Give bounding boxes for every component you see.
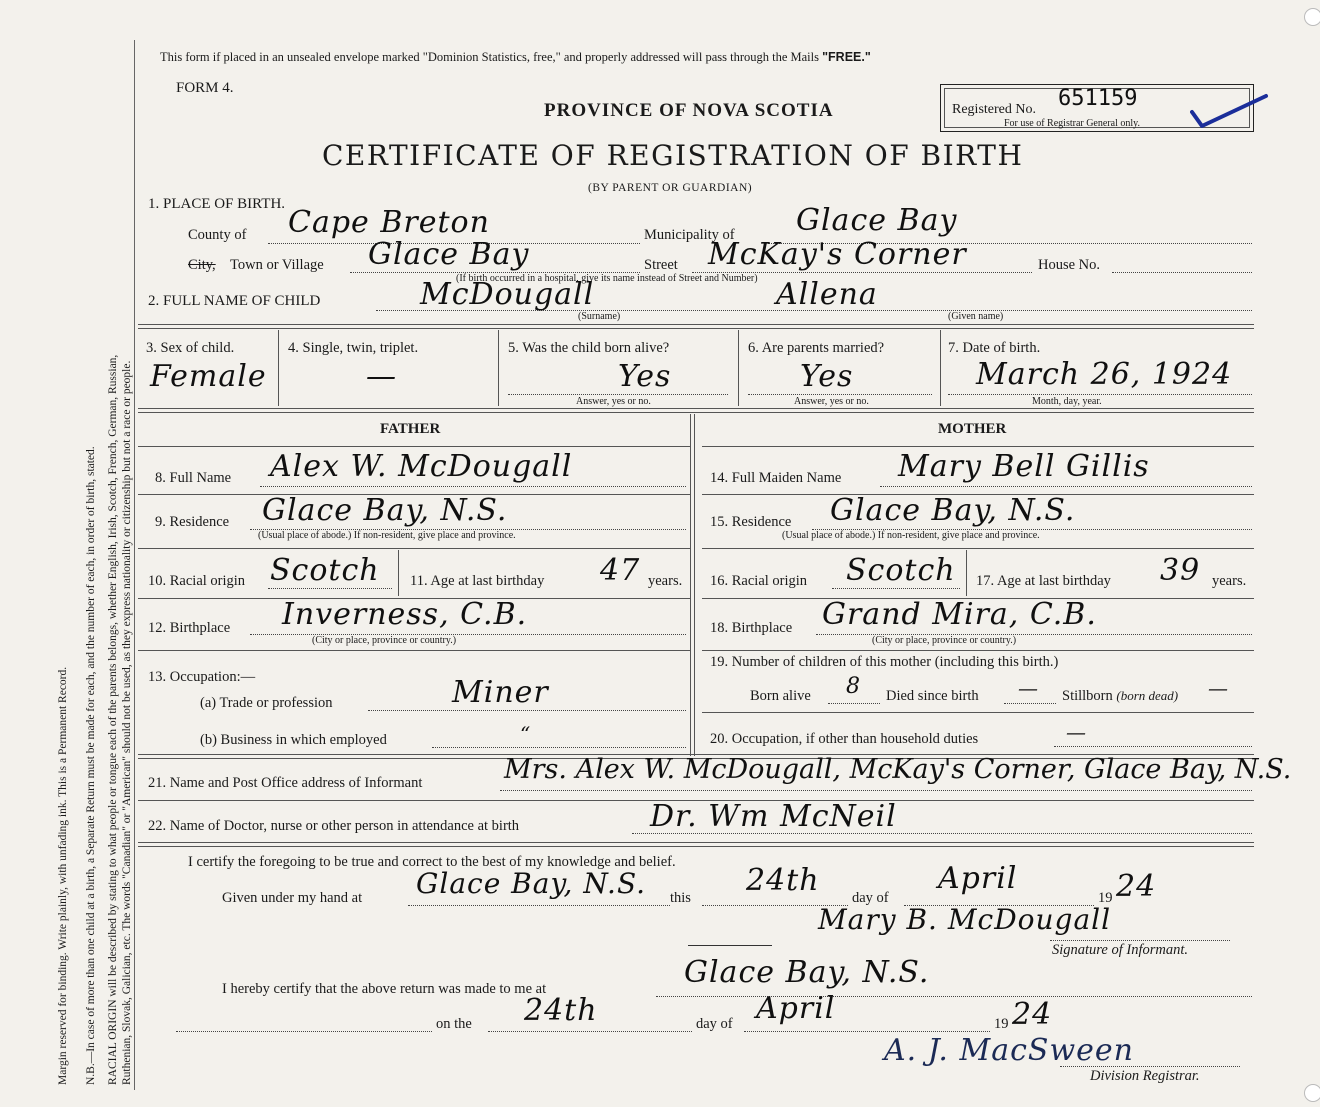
father-racial-line [268,588,392,589]
section-divider [138,324,1254,329]
yes-no-note: Answer, yes or no. [576,396,651,407]
informant-value: Mrs. Alex W. McDougall, McKay's Corner, Glace Bay, N.S. [504,754,1292,785]
alive-line [508,394,728,395]
father-heading: FATHER [380,421,441,437]
cell-divider [738,330,739,406]
town-value: Glace Bay [368,237,530,272]
mother-birthplace-label: 18. Birthplace [710,620,793,636]
margin-line-1: Margin reserved for binding. Write plainly, with unfading ink. This is a Permanent Record. [57,666,69,1085]
mother-name-value: Mary Bell Gillis [898,449,1150,484]
father-name-value: Alex W. McDougall [270,449,573,484]
died-line [1004,703,1056,704]
street-value: McKay's Corner [708,237,967,272]
registrar-place-line [656,996,1252,997]
mother-years-label: years. [1212,573,1247,589]
business-line [432,747,686,748]
registrar-use-note: For use of Registrar General only. [1004,118,1140,129]
cell-divider [940,330,941,406]
informant-signature: Mary B. McDougall [818,903,1112,936]
born-alive-label: 5. Was the child born alive? [508,340,670,356]
dob-line [948,394,1252,395]
died-since-birth-value: — [1018,676,1039,700]
registrar-year-prefix: 19 [994,1016,1009,1032]
given-day-value: 24th [746,863,820,898]
dob-note: Month, day, year. [1032,396,1102,407]
certificate-title: CERTIFICATE OF REGISTRATION OF BIRTH [322,139,1024,172]
informant-line [500,790,1252,791]
given-name-note: (Given name) [948,311,1004,322]
certify-statement: I certify the foregoing to be true and correct to the best of my knowledge and belief. [188,854,676,870]
mother-occupation-line [1054,746,1252,747]
margin-line-4: Ruthenian, Slovak, Galician, etc. The words "Canadian" or "American" should not be used, as they express nationality or citizenship but not a race or people. [121,360,133,1085]
date-of-birth-value: March 26, 1924 [976,357,1233,392]
parents-married-label: 6. Are parents married? [748,340,885,356]
this-label: this [670,890,691,906]
father-birthplace-label: 12. Birthplace [148,620,231,636]
street-label: Street [644,257,678,273]
surname-note: (Surname) [578,311,621,322]
margin-notes [106,355,120,1085]
trade-line [368,710,686,711]
given-place-line [408,905,670,906]
registered-label: Registered No. [952,102,1036,117]
born-alive-count: 8 [846,674,861,699]
cell-divider [966,550,967,596]
given-under-hand-label: Given under my hand at [222,890,363,906]
registrar-place-value: Glace Bay, N.S. [684,955,930,990]
mother-name-label: 14. Full Maiden Name [710,470,842,486]
trade-label: (a) Trade or profession [200,695,333,711]
father-name-label: 8. Full Name [155,470,232,486]
row-rule [702,712,1254,713]
mother-residence-value: Glace Bay, N.S. [830,493,1076,528]
registrar-day-of-label: day of [696,1016,733,1032]
row-rule [138,650,690,651]
died-since-birth-label: Died since birth [886,688,979,704]
binding-hole [1304,8,1320,26]
row-rule [138,446,690,447]
father-residence-value: Glace Bay, N.S. [262,493,508,528]
row-rule [702,548,1254,549]
born-alive-value: Yes [618,359,672,394]
section-divider [138,408,1254,413]
born-alive-count-label: Born alive [750,688,811,704]
registrar-statement: I hereby certify that the above return was made to me at [222,981,547,997]
day-of-label: day of [852,890,889,906]
binding-hole [1304,1084,1320,1102]
cell-divider [498,330,499,406]
margin-notes [120,361,134,1085]
yes-no-note: Answer, yes or no. [794,396,869,407]
margin-notes [56,667,70,1085]
registrar-year-value: 24 [1012,997,1053,1032]
province-heading: PROVINCE OF NOVA SCOTIA [544,100,834,121]
margin-rule [134,40,135,1090]
father-age-label: 11. Age at last birthday [410,573,545,589]
county-value: Cape Breton [288,205,490,240]
married-line [748,394,932,395]
doctor-label: 22. Name of Doctor, nurse or other person in attendance at birth [148,818,520,834]
mother-birthplace-note: (City or place, province or country.) [872,635,1017,646]
mother-racial-value: Scotch [846,553,956,588]
mother-occupation-label: 20. Occupation, if other than household duties [710,731,979,747]
section-divider [138,842,1254,847]
business-value: “ [520,722,532,746]
signature-line [1050,940,1230,941]
single-value: — [366,359,397,394]
father-name-line [260,486,686,487]
margin-line-3: RACIAL ORIGIN will be described by stating to what people or tongue each of the parents belongs, whether English, Irish, Scotch, French, German, Russian, [107,354,119,1085]
registrar-day-line [488,1031,692,1032]
on-the-label: on the [436,1016,472,1032]
margin-line-2: N.B.—In case of more than one child at a birth, a Separate Return must be made for each, and the number of each, in order of birth, stated. [85,446,97,1085]
place-of-birth-heading: 1. PLACE OF BIRTH. [148,196,286,212]
father-racial-label: 10. Racial origin [148,573,246,589]
mother-residence-label: 15. Residence [710,514,792,530]
mother-age-value: 39 [1160,553,1201,588]
registrar-day-value: 24th [524,993,598,1028]
mother-occupation-value: — [1066,720,1087,744]
occupation-heading: 13. Occupation:— [148,669,256,685]
doctor-value: Dr. Wm McNeil [650,799,897,834]
father-years-label: years. [648,573,683,589]
county-label: County of [188,227,247,243]
given-place-value: Glace Bay, N.S. [416,867,647,900]
mother-residence-note: (Usual place of abode.) If non-resident, give place and province. [782,530,1040,541]
child-name-label: 2. FULL NAME OF CHILD [148,293,321,309]
signature-of-informant-label: Signature of Informant. [1052,942,1189,958]
father-birthplace-value: Inverness, C.B. [282,597,528,632]
registrar-month-value: April [756,991,836,1026]
row-rule [702,650,1254,651]
panel-divider [690,414,695,756]
date-of-birth-label: 7. Date of birth. [948,340,1041,356]
registrar-signature: A. J. MacSween [884,1033,1134,1068]
mother-heading: MOTHER [938,421,1007,437]
free-label: "FREE." [822,50,871,64]
row-rule [138,548,690,549]
father-residence-note: (Usual place of abode.) If non-resident, give place and province. [258,530,516,541]
check-mark-icon [1190,92,1270,132]
children-count-label: 19. Number of children of this mother (including this birth.) [710,654,1059,670]
sex-label: 3. Sex of child. [146,340,235,356]
given-month-value: April [938,861,1018,896]
town-label: Town or Village [230,257,324,273]
trade-value: Miner [452,675,549,710]
single-label: 4. Single, twin, triplet. [288,340,419,356]
postal-notice: This form if placed in an unsealed envelope marked "Dominion Statistics, free," and properly addressed will pass through the Mails "FREE." [160,50,871,64]
father-birthplace-note: (City or place, province or country.) [312,635,457,646]
mother-age-label: 17. Age at last birthday [976,573,1111,589]
stillborn-value: — [1208,676,1229,700]
city-label: City, [188,257,216,273]
municipality-value: Glace Bay [796,203,958,238]
hospital-note: (If birth occurred in a hospital, give its name instead of Street and Number) [456,273,758,284]
signature-rule [688,945,772,946]
registrar-signature-line [1060,1066,1240,1067]
row-rule [702,446,1254,447]
margin-notes [84,446,98,1085]
mother-birthplace-value: Grand Mira, C.B. [822,597,1097,632]
child-surname: McDougall [420,277,595,312]
municipality-label: Municipality of [644,227,735,243]
mother-racial-label: 16. Racial origin [710,573,808,589]
mother-racial-line [832,588,960,589]
cell-divider [278,330,279,406]
registrar-leading-line [176,1031,432,1032]
parents-married-value: Yes [800,359,854,394]
registrar-month-line [744,1031,990,1032]
registered-number: 651159 [1058,86,1138,111]
stillborn-note: (born dead) [1116,688,1179,703]
informant-label: 21. Name and Post Office address of Informant [148,775,423,791]
given-year-value: 24 [1116,869,1157,904]
sex-value: Female [150,359,267,394]
form-number: FORM 4. [176,80,234,96]
house-number-label: House No. [1038,257,1101,273]
year-prefix: 19 [1098,890,1113,906]
born-alive-line [828,703,880,704]
mother-name-line [880,486,1252,487]
business-label: (b) Business in which employed [200,732,387,748]
child-given-name: Allena [776,277,878,312]
father-residence-label: 9. Residence [155,514,230,530]
stillborn-label: Stillborn (born dead) [1062,688,1179,704]
house-number-line [1112,272,1252,273]
division-registrar-label: Division Registrar. [1090,1068,1200,1084]
cell-divider [398,550,399,596]
certificate-subtitle: (BY PARENT OR GUARDIAN) [588,182,753,194]
father-racial-value: Scotch [270,553,380,588]
father-age-value: 47 [600,553,641,588]
